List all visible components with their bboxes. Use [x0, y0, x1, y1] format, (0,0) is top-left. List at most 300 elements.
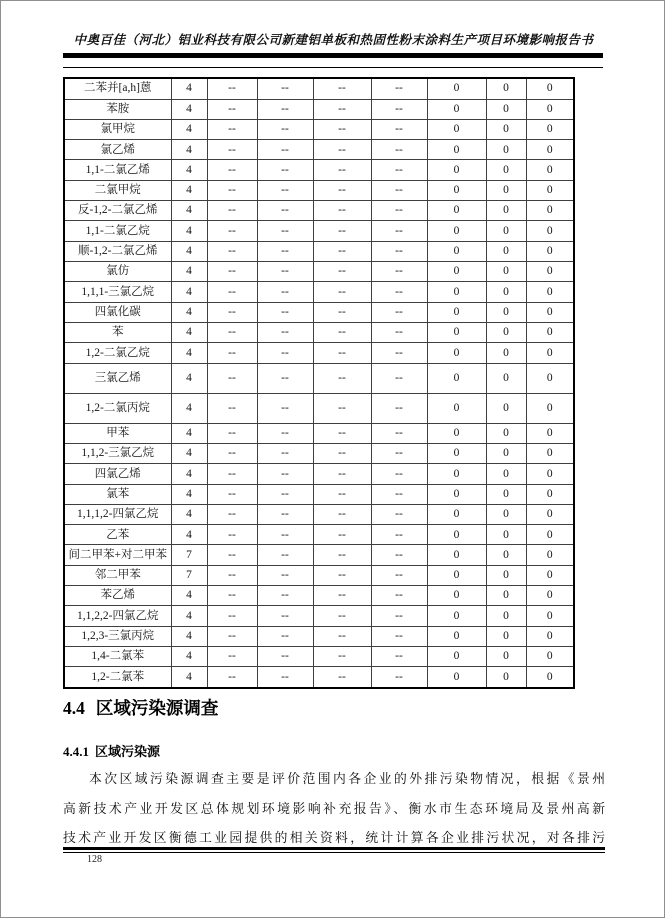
value-cell: 0	[486, 160, 526, 180]
value-cell: --	[313, 282, 371, 302]
value-cell: --	[371, 647, 427, 667]
value-cell: 0	[526, 140, 574, 160]
value-cell: --	[371, 119, 427, 139]
value-cell: 0	[427, 647, 486, 667]
value-cell: 0	[526, 119, 574, 139]
value-cell: --	[207, 180, 257, 200]
table-row	[64, 626, 574, 646]
value-cell: 0	[486, 393, 526, 423]
value-cell: 4	[171, 393, 207, 423]
value-cell: 0	[427, 393, 486, 423]
value-cell: 0	[486, 443, 526, 463]
value-cell: --	[257, 464, 313, 484]
value-cell: 0	[486, 586, 526, 606]
value-cell: --	[371, 484, 427, 504]
value-cell: --	[257, 667, 313, 688]
value-cell: 0	[486, 504, 526, 524]
value-cell: 4	[171, 606, 207, 626]
section-heading-number: 4.4	[63, 698, 85, 718]
value-cell: 0	[486, 201, 526, 221]
value-cell: --	[207, 302, 257, 322]
value-cell: --	[313, 201, 371, 221]
value-cell: 4	[171, 78, 207, 99]
pollutant-name-cell: 1,1,1,2-四氯乙烷	[64, 504, 171, 524]
value-cell: 0	[427, 262, 486, 282]
table-row	[64, 464, 574, 484]
pollutant-name-cell: 1,2-二氯乙烷	[64, 343, 171, 363]
value-cell: 0	[526, 504, 574, 524]
pollutant-name-cell: 二氯甲烷	[64, 180, 171, 200]
pollutant-name-cell: 四氯乙烯	[64, 464, 171, 484]
value-cell: --	[257, 343, 313, 363]
value-cell: --	[207, 443, 257, 463]
value-cell: --	[207, 343, 257, 363]
value-cell: --	[207, 565, 257, 585]
value-cell: --	[371, 302, 427, 322]
pollutant-name-cell: 顺-1,2-二氯乙烯	[64, 241, 171, 261]
value-cell: 7	[171, 545, 207, 565]
value-cell: 0	[526, 180, 574, 200]
paragraph-line: 本次区域污染源调查主要是评价范围内各企业的外排污染物情况，根据《景州	[89, 772, 605, 786]
value-cell: 0	[526, 302, 574, 322]
value-cell: --	[371, 667, 427, 688]
value-cell: --	[257, 160, 313, 180]
body-paragraph	[63, 765, 605, 854]
pollutant-name-cell: 1,1,2,2-四氯乙烷	[64, 606, 171, 626]
value-cell: --	[313, 586, 371, 606]
value-cell: 0	[427, 201, 486, 221]
value-cell: --	[313, 443, 371, 463]
value-cell: 0	[526, 423, 574, 443]
value-cell: --	[257, 99, 313, 119]
table-row	[64, 545, 574, 565]
value-cell: 0	[486, 647, 526, 667]
value-cell: --	[207, 626, 257, 646]
table-row	[64, 322, 574, 342]
value-cell: 4	[171, 586, 207, 606]
value-cell: --	[371, 343, 427, 363]
value-cell: 0	[427, 443, 486, 463]
value-cell: 4	[171, 180, 207, 200]
value-cell: 4	[171, 667, 207, 688]
value-cell: 0	[427, 160, 486, 180]
table-row	[64, 78, 574, 99]
value-cell: 0	[486, 302, 526, 322]
value-cell: 0	[427, 221, 486, 241]
value-cell: --	[207, 282, 257, 302]
value-cell: 0	[427, 606, 486, 626]
value-cell: 0	[486, 606, 526, 626]
pollutant-name-cell: 间二甲苯+对二甲苯	[64, 545, 171, 565]
value-cell: --	[207, 201, 257, 221]
value-cell: --	[313, 423, 371, 443]
subsection-heading-text: 区域污染源	[95, 744, 161, 759]
value-cell: 0	[486, 221, 526, 241]
value-cell: 0	[486, 262, 526, 282]
value-cell: --	[207, 606, 257, 626]
value-cell: --	[257, 302, 313, 322]
value-cell: --	[313, 343, 371, 363]
table-row	[64, 667, 574, 688]
value-cell: 0	[526, 221, 574, 241]
table-row	[64, 180, 574, 200]
value-cell: --	[257, 363, 313, 393]
value-cell: 0	[486, 484, 526, 504]
value-cell: --	[257, 443, 313, 463]
pollutant-name-cell: 1,1-二氯乙烯	[64, 160, 171, 180]
value-cell: 0	[427, 180, 486, 200]
value-cell: 0	[486, 140, 526, 160]
table-row	[64, 119, 574, 139]
value-cell: --	[207, 78, 257, 99]
value-cell: --	[207, 586, 257, 606]
value-cell: --	[257, 201, 313, 221]
value-cell: 4	[171, 443, 207, 463]
table-row	[64, 262, 574, 282]
value-cell: --	[257, 241, 313, 261]
value-cell: 0	[486, 78, 526, 99]
value-cell: --	[257, 221, 313, 241]
paragraph-line: 高新技术产业开发区总体规划环境影响补充报告》、衡水市生态环境局及景州高新	[63, 801, 605, 816]
value-cell: --	[257, 484, 313, 504]
value-cell: --	[371, 221, 427, 241]
value-cell: 0	[526, 545, 574, 565]
value-cell: --	[313, 140, 371, 160]
pollutant-name-cell: 1,1,1-三氯乙烷	[64, 282, 171, 302]
value-cell: 0	[526, 282, 574, 302]
value-cell: 0	[526, 322, 574, 342]
value-cell: --	[313, 241, 371, 261]
header-rule-thin	[63, 67, 603, 68]
pollutant-name-cell: 1,1-二氯乙烷	[64, 221, 171, 241]
value-cell: 0	[427, 99, 486, 119]
value-cell: --	[371, 443, 427, 463]
value-cell: --	[313, 363, 371, 393]
value-cell: --	[371, 545, 427, 565]
value-cell: 4	[171, 464, 207, 484]
value-cell: --	[313, 464, 371, 484]
value-cell: 0	[486, 626, 526, 646]
value-cell: --	[371, 78, 427, 99]
value-cell: --	[257, 423, 313, 443]
value-cell: --	[313, 393, 371, 423]
pollutant-name-cell: 苯乙烯	[64, 586, 171, 606]
value-cell: 4	[171, 343, 207, 363]
pollutant-name-cell: 苯	[64, 322, 171, 342]
value-cell: --	[371, 140, 427, 160]
value-cell: 0	[427, 363, 486, 393]
value-cell: --	[207, 221, 257, 241]
value-cell: 0	[427, 484, 486, 504]
value-cell: 0	[526, 78, 574, 99]
value-cell: --	[257, 504, 313, 524]
value-cell: 0	[486, 525, 526, 545]
value-cell: --	[207, 99, 257, 119]
value-cell: 4	[171, 363, 207, 393]
value-cell: --	[313, 99, 371, 119]
value-cell: 0	[486, 99, 526, 119]
table-row	[64, 484, 574, 504]
subsection-heading-number: 4.4.1	[63, 744, 89, 759]
value-cell: 0	[486, 343, 526, 363]
value-cell: --	[313, 322, 371, 342]
value-cell: --	[257, 119, 313, 139]
value-cell: 4	[171, 262, 207, 282]
value-cell: --	[313, 504, 371, 524]
value-cell: --	[207, 393, 257, 423]
value-cell: --	[207, 160, 257, 180]
value-cell: 0	[526, 443, 574, 463]
table-row	[64, 201, 574, 221]
value-cell: --	[371, 423, 427, 443]
pollutant-name-cell: 1,2,3-三氯丙烷	[64, 626, 171, 646]
value-cell: 0	[526, 606, 574, 626]
value-cell: --	[313, 119, 371, 139]
value-cell: --	[207, 504, 257, 524]
pollutant-name-cell: 1,1,2-三氯乙烷	[64, 443, 171, 463]
value-cell: 4	[171, 241, 207, 261]
table-row	[64, 565, 574, 585]
table-row	[64, 606, 574, 626]
pollutant-name-cell: 氯苯	[64, 484, 171, 504]
value-cell: --	[207, 484, 257, 504]
value-cell: --	[371, 626, 427, 646]
value-cell: 0	[427, 504, 486, 524]
table-row	[64, 363, 574, 393]
value-cell: 0	[427, 545, 486, 565]
value-cell: --	[371, 282, 427, 302]
table-row	[64, 221, 574, 241]
value-cell: 0	[427, 525, 486, 545]
value-cell: 0	[526, 647, 574, 667]
value-cell: 0	[526, 393, 574, 423]
value-cell: 4	[171, 99, 207, 119]
value-cell: --	[313, 160, 371, 180]
value-cell: 0	[427, 140, 486, 160]
value-cell: --	[371, 464, 427, 484]
pollutant-name-cell: 氯甲烷	[64, 119, 171, 139]
table-row	[64, 282, 574, 302]
value-cell: 0	[427, 241, 486, 261]
value-cell: 0	[526, 343, 574, 363]
table-row	[64, 586, 574, 606]
value-cell: 4	[171, 484, 207, 504]
value-cell: 4	[171, 322, 207, 342]
value-cell: --	[371, 565, 427, 585]
value-cell: --	[371, 180, 427, 200]
value-cell: --	[371, 525, 427, 545]
value-cell: --	[257, 626, 313, 646]
value-cell: 0	[427, 423, 486, 443]
value-cell: 4	[171, 302, 207, 322]
value-cell: 0	[486, 119, 526, 139]
value-cell: --	[207, 322, 257, 342]
report-header-title: 中奥百佳（河北）铝业科技有限公司新建铝单板和热固性粉末涂料生产项目环境影响报告书	[73, 33, 594, 47]
paragraph-line: 技术产业开发区衡德工业园提供的相关资料，统计计算各企业排污状况，对各排污	[63, 831, 605, 845]
value-cell: --	[257, 606, 313, 626]
value-cell: 4	[171, 140, 207, 160]
page-number: 128	[87, 854, 102, 865]
value-cell: 0	[486, 667, 526, 688]
value-cell: --	[313, 626, 371, 646]
value-cell: 0	[486, 241, 526, 261]
value-cell: 0	[427, 667, 486, 688]
value-cell: 0	[486, 423, 526, 443]
table-row	[64, 393, 574, 423]
value-cell: 4	[171, 282, 207, 302]
value-cell: 0	[526, 201, 574, 221]
value-cell: 0	[486, 464, 526, 484]
value-cell: 4	[171, 160, 207, 180]
table-row	[64, 525, 574, 545]
value-cell: 4	[171, 626, 207, 646]
value-cell: 0	[427, 626, 486, 646]
table-row	[64, 343, 574, 363]
value-cell: 0	[427, 565, 486, 585]
value-cell: 0	[486, 565, 526, 585]
table-row	[64, 504, 574, 524]
value-cell: --	[257, 525, 313, 545]
value-cell: --	[257, 262, 313, 282]
value-cell: --	[257, 586, 313, 606]
pollutant-name-cell: 邻二甲苯	[64, 565, 171, 585]
pollutant-name-cell: 1,2-二氯丙烷	[64, 393, 171, 423]
value-cell: --	[207, 647, 257, 667]
footer-rule	[63, 847, 605, 853]
pollutant-table	[63, 77, 575, 689]
value-cell: --	[207, 545, 257, 565]
value-cell: --	[371, 606, 427, 626]
value-cell: 4	[171, 221, 207, 241]
value-cell: --	[371, 201, 427, 221]
value-cell: 0	[427, 282, 486, 302]
pollutant-name-cell: 反-1,2-二氯乙烯	[64, 201, 171, 221]
value-cell: --	[371, 504, 427, 524]
value-cell: --	[313, 484, 371, 504]
value-cell: 0	[526, 667, 574, 688]
pollutant-name-cell: 二苯并[a,h]蒽	[64, 78, 171, 99]
value-cell: --	[371, 322, 427, 342]
value-cell: 0	[486, 545, 526, 565]
value-cell: 0	[427, 302, 486, 322]
value-cell: 0	[526, 484, 574, 504]
value-cell: 4	[171, 423, 207, 443]
value-cell: --	[313, 647, 371, 667]
value-cell: 0	[427, 322, 486, 342]
value-cell: --	[257, 140, 313, 160]
pollutant-name-cell: 1,2-二氯苯	[64, 667, 171, 688]
value-cell: --	[371, 363, 427, 393]
table-row	[64, 160, 574, 180]
value-cell: 0	[526, 363, 574, 393]
value-cell: --	[371, 393, 427, 423]
value-cell: 4	[171, 647, 207, 667]
value-cell: 0	[486, 282, 526, 302]
value-cell: --	[207, 262, 257, 282]
value-cell: 0	[427, 464, 486, 484]
value-cell: 4	[171, 504, 207, 524]
table-row	[64, 99, 574, 119]
table-row	[64, 302, 574, 322]
value-cell: --	[207, 464, 257, 484]
value-cell: --	[371, 99, 427, 119]
pollutant-table-body	[64, 78, 574, 688]
table-row	[64, 423, 574, 443]
value-cell: 0	[486, 180, 526, 200]
section-heading-text: 区域污染源调查	[95, 698, 219, 718]
value-cell: --	[313, 606, 371, 626]
value-cell: --	[257, 322, 313, 342]
value-cell: 4	[171, 119, 207, 139]
value-cell: --	[313, 180, 371, 200]
value-cell: --	[313, 221, 371, 241]
value-cell: 0	[526, 525, 574, 545]
value-cell: --	[207, 423, 257, 443]
subsection-heading	[63, 741, 160, 760]
value-cell: 0	[486, 322, 526, 342]
value-cell: 0	[526, 241, 574, 261]
value-cell: 4	[171, 525, 207, 545]
value-cell: --	[313, 302, 371, 322]
value-cell: 0	[526, 586, 574, 606]
value-cell: --	[257, 565, 313, 585]
value-cell: --	[313, 667, 371, 688]
table-row	[64, 140, 574, 160]
value-cell: --	[371, 262, 427, 282]
value-cell: --	[257, 282, 313, 302]
value-cell: --	[371, 586, 427, 606]
value-cell: --	[313, 565, 371, 585]
value-cell: --	[257, 78, 313, 99]
value-cell: 7	[171, 565, 207, 585]
value-cell: 0	[526, 160, 574, 180]
value-cell: 0	[526, 262, 574, 282]
value-cell: --	[207, 119, 257, 139]
header-rule-thick	[63, 53, 603, 58]
value-cell: --	[207, 667, 257, 688]
value-cell: --	[371, 160, 427, 180]
section-heading	[63, 695, 218, 720]
table-row	[64, 443, 574, 463]
value-cell: --	[257, 647, 313, 667]
pollutant-name-cell: 1,4-二氯苯	[64, 647, 171, 667]
value-cell: 0	[427, 586, 486, 606]
value-cell: --	[313, 78, 371, 99]
value-cell: --	[207, 241, 257, 261]
value-cell: --	[313, 545, 371, 565]
value-cell: --	[207, 363, 257, 393]
pollutant-name-cell: 氯乙烯	[64, 140, 171, 160]
value-cell: 0	[427, 78, 486, 99]
table-row	[64, 647, 574, 667]
value-cell: --	[207, 140, 257, 160]
pollutant-name-cell: 氯仿	[64, 262, 171, 282]
value-cell: 4	[171, 201, 207, 221]
table-row	[64, 241, 574, 261]
value-cell: --	[371, 241, 427, 261]
value-cell: --	[313, 262, 371, 282]
pollutant-name-cell: 苯胺	[64, 99, 171, 119]
value-cell: 0	[526, 464, 574, 484]
value-cell: 0	[427, 343, 486, 363]
value-cell: --	[257, 545, 313, 565]
pollutant-name-cell: 四氯化碳	[64, 302, 171, 322]
pollutant-name-cell: 甲苯	[64, 423, 171, 443]
value-cell: 0	[526, 565, 574, 585]
pollutant-name-cell: 乙苯	[64, 525, 171, 545]
value-cell: --	[257, 393, 313, 423]
value-cell: 0	[526, 626, 574, 646]
